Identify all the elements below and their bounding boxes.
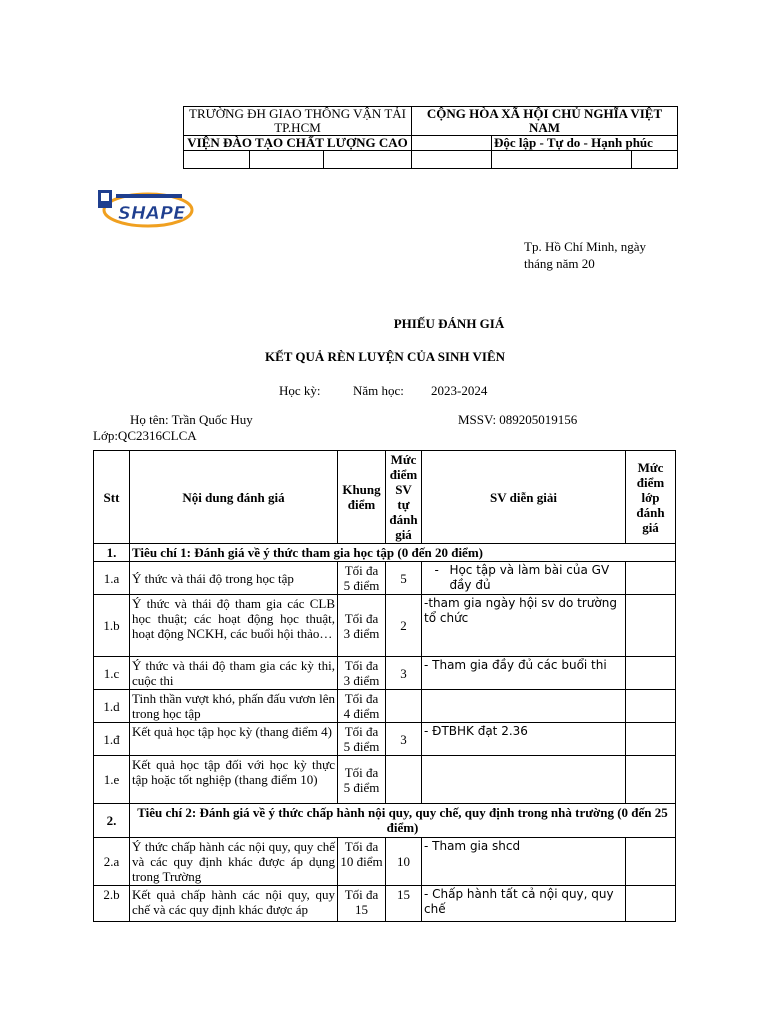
criterion-row [94,804,676,838]
row-self-score[interactable] [386,756,422,804]
header-range: Khung điểm [338,451,386,544]
date-line-1: Tp. Hồ Chí Minh, ngày [524,239,647,254]
row-stt: 1.d [94,690,130,723]
form-subtitle: KẾT QUẢ RÈN LUYỆN CỦA SINH VIÊN [264,349,506,364]
row-content: Kết quả học tập học kỳ (thang điểm 4) [130,723,338,756]
header-explanation: SV diễn giải [422,451,626,544]
evaluation-table [93,450,676,922]
table-row [94,562,676,595]
row-range: Tối đa 5 điểm [338,723,386,756]
empty-cell [492,151,632,169]
row-range: Tối đa 10 điểm [338,838,386,886]
row-stt: 2.a [94,838,130,886]
row-class-score[interactable] [626,595,676,657]
bullet-dash: - [434,563,439,577]
row-content: Ý thức và thái độ tham gia các CLB học thuật; các hoạt động học thuật, hoạt động NCKH, các buổi hội thảo… [130,595,338,657]
row-self-score[interactable]: 2 [386,595,422,657]
row-content: Kết quả chấp hành các nội quy, quy chế và các quy định khác được áp [130,886,338,922]
table-row [94,595,676,657]
row-content: Ý thức và thái độ tham gia các kỳ thi, cuộc thi [130,657,338,690]
row-class-score[interactable] [626,756,676,804]
term-label: Học kỳ: [279,383,321,398]
row-explanation[interactable]: - Tham gia đầy đủ các buổi thi [422,657,626,690]
row-class-score[interactable] [626,562,676,595]
table-row [94,690,676,723]
row-class-score[interactable] [626,723,676,756]
row-explanation[interactable] [422,690,626,723]
row-stt: 2.b [94,886,130,922]
row-self-score[interactable]: 5 [386,562,422,595]
row-explanation[interactable] [422,756,626,804]
row-range: Tối đa 4 điểm [338,690,386,723]
logo-text: SHAPE [118,203,186,224]
date-line-2: tháng năm 20 [524,256,595,271]
row-content: Ý thức chấp hành các nội quy, quy chế và các quy định khác được áp dụng trong Trường [130,838,338,886]
criterion-title: Tiêu chí 2: Đánh giá về ý thức chấp hành nội quy, quy chế, quy định trong nhà trường (0 đến 25 điểm) [130,804,676,838]
row-stt: 1.a [94,562,130,595]
national-title: CỘNG HÒA XÃ HỘI CHỦ NGHĨA VIỆT NAM [412,107,678,136]
row-explanation[interactable]: -tham gia ngày hội sv do trường tổ chức [422,595,626,657]
explanation-text: Học tập và làm bài của GV đầy đủ [449,563,610,592]
empty-cell [250,151,324,169]
row-class-score[interactable] [626,886,676,922]
table-row [94,886,676,922]
row-explanation[interactable]: - Tham gia shcd [422,838,626,886]
empty-cell [412,136,492,151]
university-name: TRƯỜNG ĐH GIAO THÔNG VẬN TẢI TP.HCM [184,107,412,136]
date-line [524,238,646,272]
header-stt: Stt [94,451,130,544]
empty-cell [412,151,492,169]
criterion-row [94,544,676,562]
row-explanation[interactable]: - Chấp hành tất cả nội quy, quy chế [422,886,626,922]
table-row [94,657,676,690]
shape-logo [96,186,196,228]
header-content: Nội dung đánh giá [130,451,338,544]
row-self-score[interactable] [386,690,422,723]
row-stt: 1.c [94,657,130,690]
row-explanation[interactable] [422,562,626,595]
student-id: MSSV: 089205019156 [458,412,578,427]
row-range: Tối đa 5 điểm [338,562,386,595]
row-self-score[interactable]: 3 [386,657,422,690]
student-name: Họ tên: Trần Quốc Huy [130,412,253,427]
row-self-score[interactable]: 3 [386,723,422,756]
header-table [183,106,678,169]
row-self-score[interactable]: 10 [386,838,422,886]
row-range: Tối đa 3 điểm [338,657,386,690]
school-year-label: Năm học: [353,383,404,398]
empty-cell [324,151,412,169]
row-stt: 2. [94,804,130,838]
form-title: PHIẾU ĐÁNH GIÁ [393,316,505,331]
table-row [94,756,676,804]
row-range: Tối đa 5 điểm [338,756,386,804]
row-stt: 1.đ [94,723,130,756]
row-class-score[interactable] [626,838,676,886]
motto: Độc lập - Tự do - Hạnh phúc [492,136,678,151]
row-content: Ý thức và thái độ trong học tập [130,562,338,595]
table-row [94,838,676,886]
header-class-score: Mức điểm lớp đánh giá [626,451,676,544]
school-year-value: 2023-2024 [431,383,488,398]
row-stt: 1.e [94,756,130,804]
empty-cell [184,151,250,169]
row-content: Tinh thần vượt khó, phấn đấu vươn lên trong học tập [130,690,338,723]
row-stt: 1. [94,544,130,562]
criterion-title: Tiêu chí 1: Đánh giá về ý thức tham gia học tập (0 đến 20 điểm) [130,544,676,562]
row-range: Tối đa 15 [338,886,386,922]
row-class-score[interactable] [626,657,676,690]
row-class-score[interactable] [626,690,676,723]
header-self-score: Mức điểm SV tự đánh giá [386,451,422,544]
institute-name: VIỆN ĐÀO TẠO CHẤT LƯỢNG CAO [184,136,412,151]
table-row [94,723,676,756]
student-class: Lớp:QC2316CLCA [93,428,197,443]
row-explanation[interactable]: - ĐTBHK đạt 2.36 [422,723,626,756]
row-range: Tối đa 3 điểm [338,595,386,657]
row-content: Kết quả học tập đối với học kỳ thực tập hoặc tốt nghiệp (thang điểm 10) [130,756,338,804]
row-self-score[interactable]: 15 [386,886,422,922]
row-stt: 1.b [94,595,130,657]
empty-cell [632,151,678,169]
